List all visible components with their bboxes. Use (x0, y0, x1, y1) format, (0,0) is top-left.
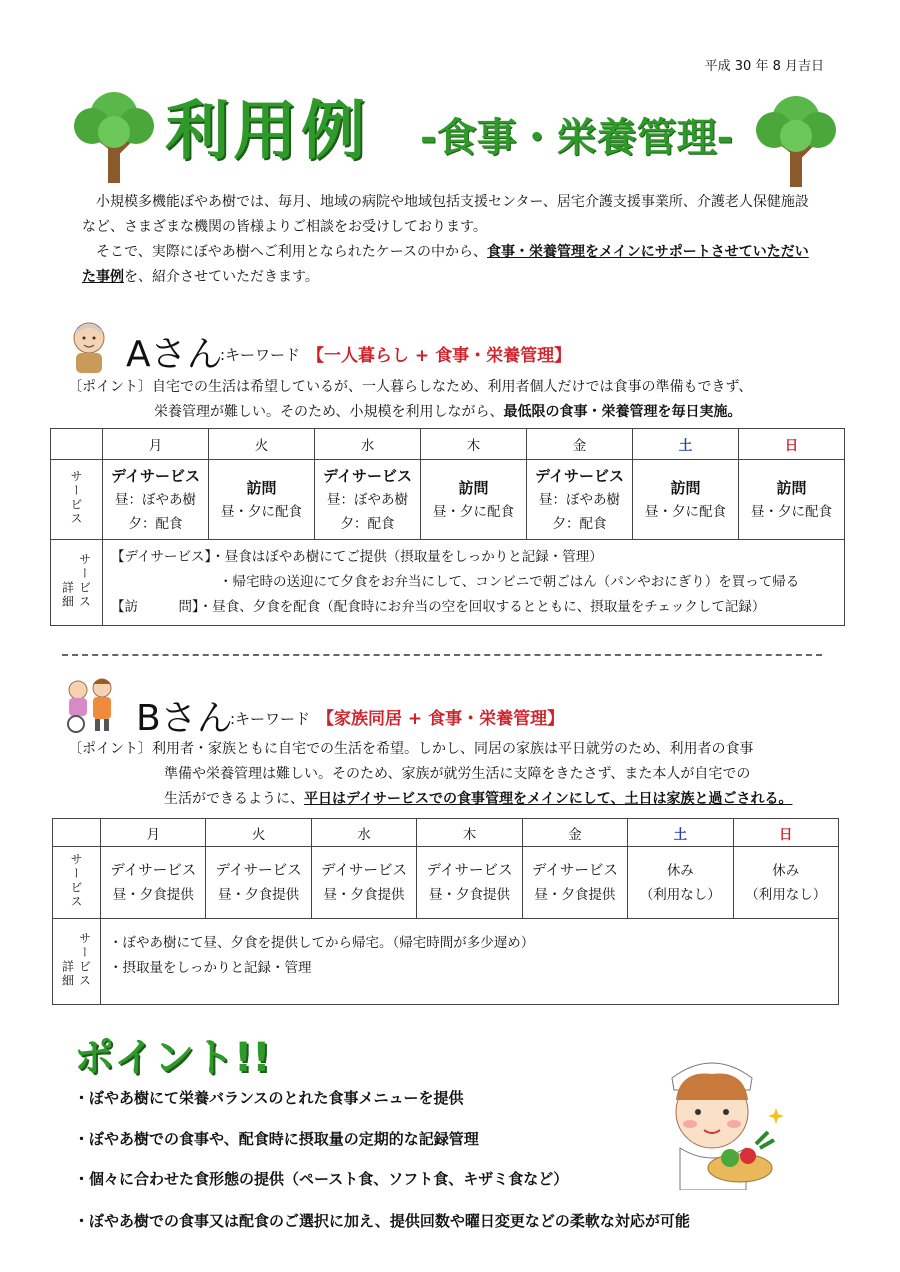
table-header-row (53, 819, 839, 847)
table-row (53, 919, 839, 1005)
table-row (53, 847, 839, 919)
service-line: 昼・夕に配食 (751, 503, 832, 520)
case-a-name: Aさん (126, 334, 223, 375)
intro-paragraph-2 (82, 240, 812, 290)
case-b-point-label: 〔ポイント〕 (68, 741, 152, 757)
corner-cell (53, 819, 101, 847)
corner-cell (51, 429, 103, 460)
case-a-keyword: 【一人暮らし + 食事・栄養管理】 (307, 346, 572, 366)
service-line: 昼・夕食提供 (534, 886, 616, 903)
case-b-point-line1: 利用者・家族ともに自宅での生活を希望。しかし、同居の家族は平日就労のため、利用者の食事 (152, 741, 754, 757)
service-line: 昼・夕食提供 (218, 886, 300, 903)
service-cell (417, 847, 522, 919)
row-label-cell (53, 847, 101, 919)
case-b-point-line3: 生活ができるように、 (164, 791, 304, 807)
day-header-sat: 土 (628, 819, 733, 847)
intro-text (82, 190, 812, 290)
row-label: サービス (77, 931, 92, 988)
detail-line: ・摂取量をしっかりと記録・管理 (109, 960, 312, 976)
case-a-point-label: 〔ポイント〕 (68, 379, 152, 395)
service-cell (527, 460, 633, 540)
row-label-cell (51, 540, 103, 626)
service-title: デイサービス (111, 466, 200, 485)
case-a-point-line2: 栄養管理が難しい。そのため、小規模を利用しながら、 (154, 404, 504, 420)
service-title: デイサービス (321, 862, 408, 879)
page-subtitle: -食事・栄養管理- (420, 115, 734, 161)
service-cell (103, 460, 209, 540)
service-cell (739, 460, 845, 540)
case-b-name: Bさん (136, 698, 233, 739)
service-cell (209, 460, 315, 540)
service-title: 訪問 (670, 478, 701, 497)
date-text: 平成 30 年 8 月吉日 (704, 59, 824, 74)
row-label: 詳細 (60, 580, 75, 609)
intro-paragraph-1: 小規模多機能ぼやあ樹では、毎月、地域の病院や地域包括支援センター、居宅介護支援事業所、介護老人保健施設など、さまざまな機関の皆様よりご相談をお受けしております。 (82, 194, 809, 235)
table-row (51, 540, 845, 626)
case-b-point (68, 737, 858, 812)
intro-p2-c: を、紹介させていただきます。 (124, 269, 319, 285)
day-header: 月 (103, 429, 209, 460)
case-a-point (68, 375, 848, 425)
service-cell (206, 847, 311, 919)
day-header: 火 (209, 429, 315, 460)
service-line: 昼・夕に配食 (645, 503, 726, 520)
day-header: 木 (417, 819, 522, 847)
day-header-sun: 日 (733, 819, 838, 847)
case-b-point-line2: 準備や栄養管理は難しい。そのため、家族が就労生活に支障をきたさず、また本人が自宅での (164, 766, 751, 782)
points-title: ポイント!! (74, 1035, 271, 1081)
service-line: 夕：配食 (128, 515, 183, 532)
table-row (51, 460, 845, 540)
case-a-point-line1: 自宅での生活は希望しているが、一人暮らしなため、利用者個人だけでは食事の準備もできず、 (152, 379, 753, 395)
service-title: 訪問 (246, 478, 277, 497)
day-header: 木 (421, 429, 527, 460)
service-cell (522, 847, 627, 919)
service-title: デイサービス (215, 862, 302, 879)
service-cell (628, 847, 733, 919)
service-line: 昼・夕に配食 (433, 503, 514, 520)
service-line: 昼・夕食提供 (112, 886, 194, 903)
service-cell (101, 847, 206, 919)
service-title: 休み (666, 862, 694, 879)
point-item: ・ぼやあ樹での食事又は配食のご選択に加え、提供回数や曜日変更などの柔軟な対応が可能 (74, 1212, 690, 1230)
service-line: 昼・夕食提供 (323, 886, 405, 903)
case-a-point-line2-bold: 最低限の食事・栄養管理を毎日実施。 (503, 404, 742, 420)
case-a-schedule-table (50, 428, 845, 626)
case-b-keyword: 【家族同居 + 食事・栄養管理】 (317, 709, 565, 729)
case-b-point-line3-highlight: 平日はデイサービスでの食事管理をメインにして、土日は家族と過ごされる。 (304, 791, 793, 807)
service-line: 夕：配食 (552, 515, 607, 532)
page-title: 利用例 (165, 95, 369, 169)
detail-cell (103, 540, 845, 626)
intro-p2-highlight: 食事・栄養管理をメインにサポートさせていただいた事例 (82, 244, 809, 285)
row-label: サービス (69, 852, 83, 909)
section-divider (62, 654, 822, 656)
detail-line: 【訪 問】・昼食、夕食を配食（配食時にお弁当の空を回収するとともに、摂取量をチェックして記録） (111, 599, 766, 615)
service-title: デイサービス (535, 466, 624, 485)
case-a-keyword-label: :キーワード (220, 346, 301, 364)
service-line: （利用なし） (745, 886, 827, 903)
row-label-cell (53, 919, 101, 1005)
service-line: 昼・夕に配食 (221, 503, 302, 520)
intro-p2-a: そこで、実際にぼやあ樹へご利用となられたケースの中から、 (96, 244, 488, 260)
service-title: デイサービス (323, 466, 412, 485)
service-title: 訪問 (458, 478, 489, 497)
point-item: ・個々に合わせた食形態の提供（ペースト食、ソフト食、キザミ食など） (74, 1170, 569, 1188)
service-line: 昼：ぼやあ樹 (115, 491, 196, 508)
service-cell (421, 460, 527, 540)
service-line: 夕：配食 (340, 515, 395, 532)
day-header: 月 (101, 819, 206, 847)
service-line: 昼：ぼやあ樹 (539, 491, 620, 508)
day-header-sun: 日 (739, 429, 845, 460)
day-header: 火 (206, 819, 311, 847)
service-cell (315, 460, 421, 540)
day-header-sat: 土 (633, 429, 739, 460)
detail-cell (101, 919, 839, 1005)
day-header: 金 (522, 819, 627, 847)
row-label: 詳細 (60, 959, 75, 988)
point-item: ・ぼやあ樹にて栄養バランスのとれた食事メニューを提供 (74, 1089, 464, 1107)
point-item: ・ぼやあ樹での食事や、配食時に摂取量の定期的な記録管理 (74, 1130, 479, 1148)
service-line: 昼・夕食提供 (428, 886, 510, 903)
caregiver-wheelchair-icon (60, 676, 120, 734)
case-b-keyword-label: :キーワード (230, 710, 311, 728)
case-b-schedule-table (52, 818, 839, 1005)
service-cell (633, 460, 739, 540)
service-title: デイサービス (110, 862, 197, 879)
elderly-man-icon (64, 318, 114, 374)
detail-line: ・帰宅時の送迎にて夕食をお弁当にして、コンビニで朝ごはん（パンやおにぎり）を買って帰る (219, 574, 800, 590)
row-label: サービス (77, 552, 92, 609)
chef-vegetables-icon (650, 1040, 790, 1190)
row-label-cell (51, 460, 103, 540)
service-line: （利用なし） (639, 886, 721, 903)
day-header: 金 (527, 429, 633, 460)
service-cell (311, 847, 416, 919)
service-title: デイサービス (426, 862, 513, 879)
row-label: サービス (69, 469, 83, 526)
detail-line: 【デイサービス】・昼食はぼやあ樹にてご提供（摂取量をしっかりと記録・管理） (111, 549, 603, 565)
service-cell (733, 847, 838, 919)
tree-icon-right (748, 92, 844, 192)
tree-icon-left (66, 88, 162, 188)
service-line: 昼：ぼやあ樹 (327, 491, 408, 508)
day-header: 水 (315, 429, 421, 460)
service-title: 訪問 (776, 478, 807, 497)
table-header-row (51, 429, 845, 460)
service-title: 休み (772, 862, 800, 879)
service-title: デイサービス (531, 862, 618, 879)
day-header: 水 (311, 819, 416, 847)
detail-line: ・ぼやあ樹にて昼、夕食を提供してから帰宅。（帰宅時間が多少遅め） (109, 935, 535, 951)
